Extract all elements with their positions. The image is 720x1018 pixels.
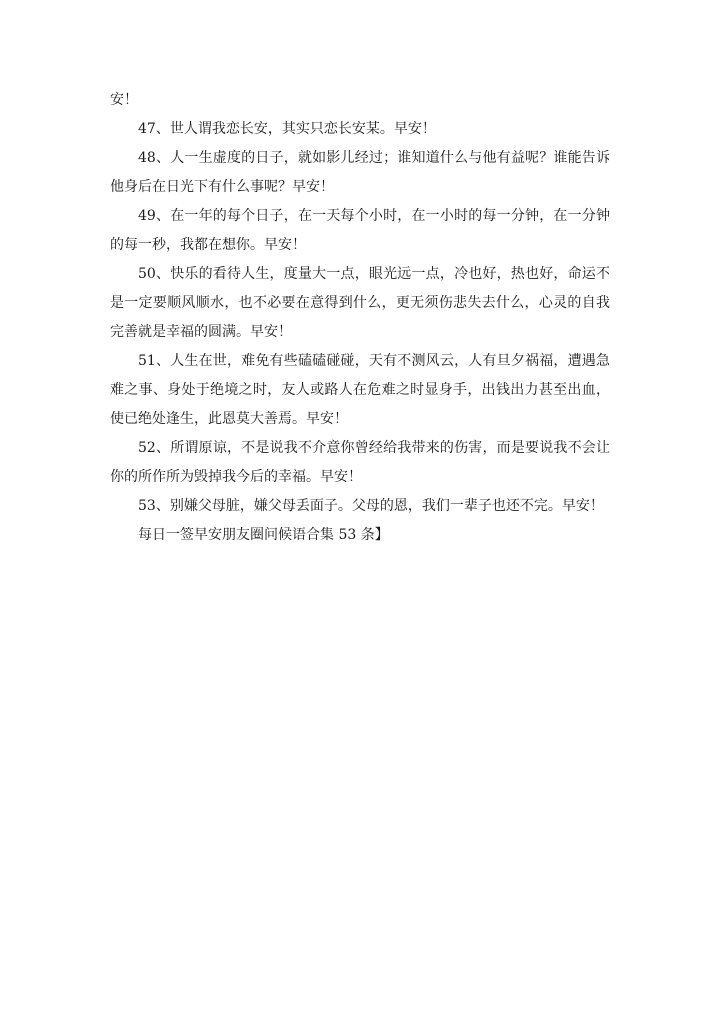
paragraph-52: 52、所谓原谅，不是说我不介意你曾经给我带来的伤害，而是要说我不会让你的所作所为毁掉我今后的幸福。早安！ bbox=[110, 440, 610, 485]
collection-footer: 每日一签早安朋友圈问候语合集 53 条】 bbox=[138, 527, 389, 543]
paragraph-49: 49、在一年的每个日子，在一天每个小时，在一小时的每一分钟，在一分钟的每一秒，我都在想你。早安！ bbox=[110, 208, 610, 253]
paragraph-48: 48、人一生虚度的日子，就如影儿经过；谁知道什么与他有益呢？谁能告诉他身后在日光下有什么事呢？早安！ bbox=[110, 150, 610, 195]
paragraph-53: 53、别嫌父母脏，嫌父母丢面子。父母的恩，我们一辈子也还不完。早安！ bbox=[138, 498, 604, 514]
paragraph-47: 47、世人谓我恋长安，其实只恋长安某。早安！ bbox=[138, 121, 436, 137]
paragraph-50: 50、快乐的看待人生，度量大一点，眼光远一点，冷也好，热也好，命运不是一定要顺风顺水，也不必要在意得到什么，更无须伤悲失去什么，心灵的自我完善就是幸福的圆满。早安！ bbox=[110, 266, 610, 340]
document-body bbox=[110, 86, 610, 550]
lead-fragment: 安！ bbox=[110, 92, 138, 108]
paragraph-51: 51、人生在世，难免有些磕磕碰碰，天有不测风云，人有旦夕祸福，遭遇急难之事、身处于绝境之时，友人或路人在危难之时显身手，出钱出力甚至出血，使已绝处逢生，此恩莫大善焉。早安！ bbox=[110, 353, 610, 427]
